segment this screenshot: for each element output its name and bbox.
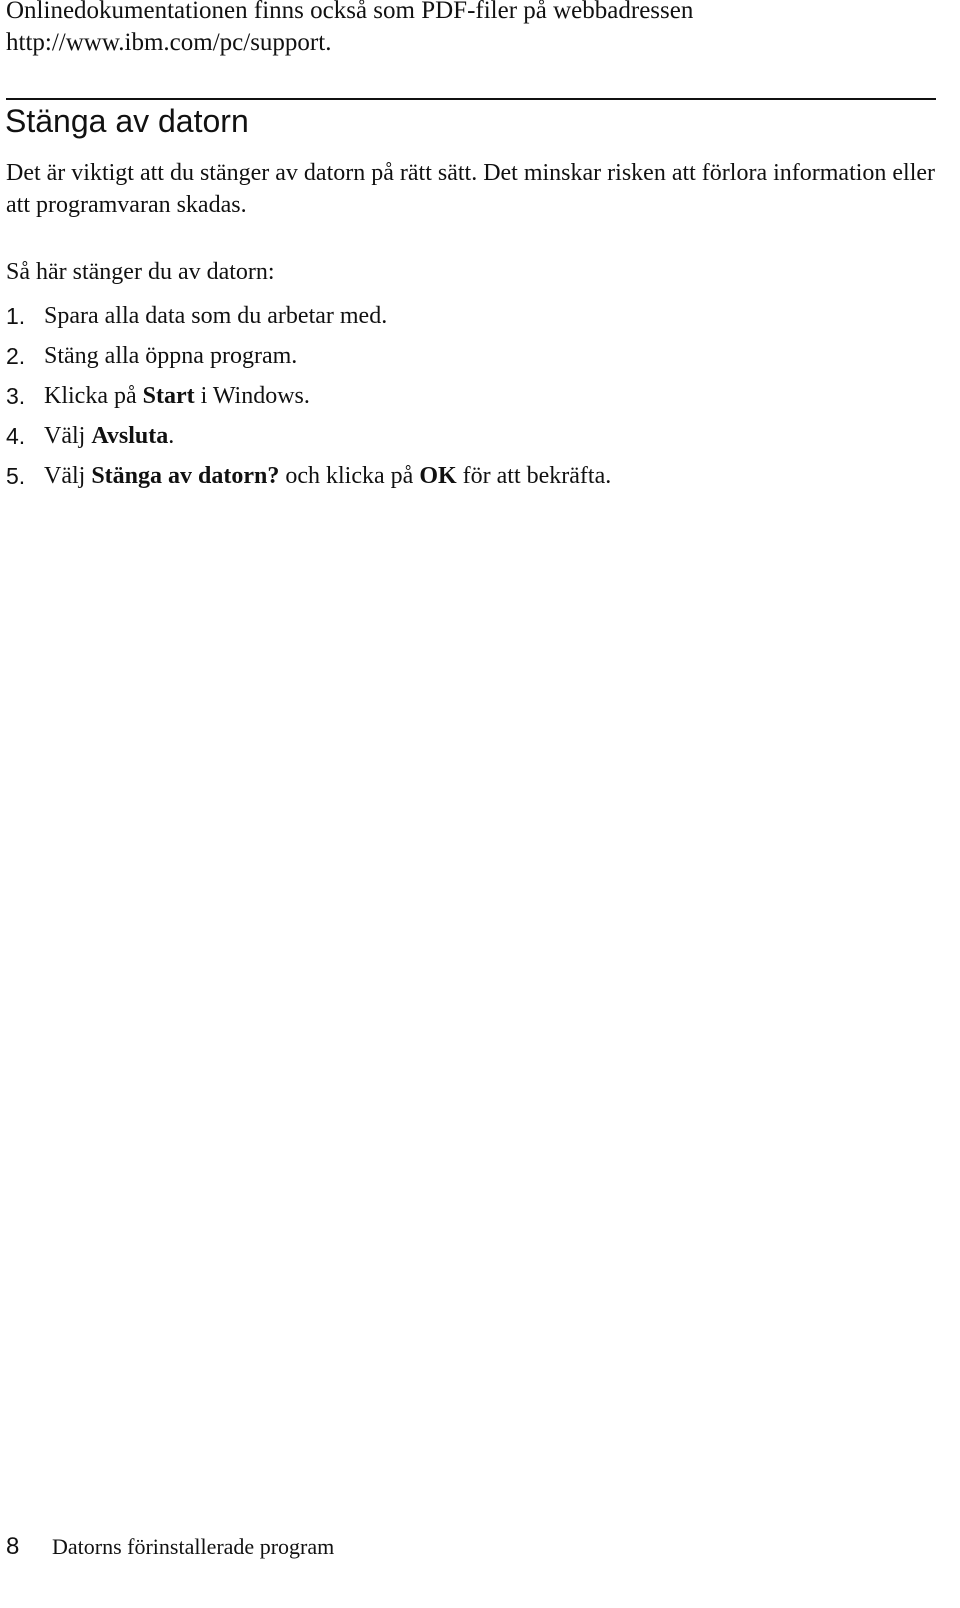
ui-term: OK <box>419 463 457 489</box>
step-number: 2. <box>6 343 26 369</box>
list-item <box>6 336 611 376</box>
step-text-part: i Windows. <box>194 383 310 409</box>
footer-title: Datorns förinstallerade program <box>52 1534 335 1559</box>
section-heading: Stänga av datorn <box>5 103 249 139</box>
steps-intro: Så här stänger du av datorn: <box>6 259 275 285</box>
step-text-part: och klicka på <box>279 463 420 489</box>
step-text-part: för att bekräfta. <box>456 463 612 489</box>
step-number: 3. <box>6 383 26 409</box>
step-text <box>44 376 310 416</box>
step-text: Stäng alla öppna program. <box>44 343 298 369</box>
intro-paragraph <box>6 0 936 59</box>
step-text <box>44 456 611 496</box>
step-number: 5. <box>6 463 26 489</box>
steps-list <box>6 296 611 496</box>
step-text-part: Klicka på <box>44 383 143 409</box>
step-number: 4. <box>6 423 26 449</box>
step-text <box>44 416 174 456</box>
list-item <box>6 296 611 336</box>
list-item <box>6 456 611 496</box>
ui-term: Stänga av datorn? <box>91 463 280 489</box>
section-paragraph: Det är viktigt att du stänger av datorn på rätt sätt. Det minskar risken att förlora information eller att programvaran skadas. <box>6 160 936 218</box>
intro-url-line: http://www.ibm.com/pc/support. <box>6 29 332 56</box>
page-footer <box>6 1533 334 1561</box>
list-item <box>6 416 611 456</box>
step-text-part: Välj <box>44 463 92 489</box>
step-text: Spara alla data som du arbetar med. <box>44 303 388 329</box>
ui-term: Start <box>142 383 195 409</box>
step-number: 1. <box>6 303 26 329</box>
ui-term: Avsluta <box>91 423 169 449</box>
page-number: 8 <box>6 1533 20 1560</box>
step-text-part: . <box>168 423 175 449</box>
intro-line: Onlinedokumentationen finns också som PDF-filer på webbadressen <box>6 0 694 24</box>
list-item <box>6 376 611 416</box>
step-text-part: Välj <box>44 423 92 449</box>
